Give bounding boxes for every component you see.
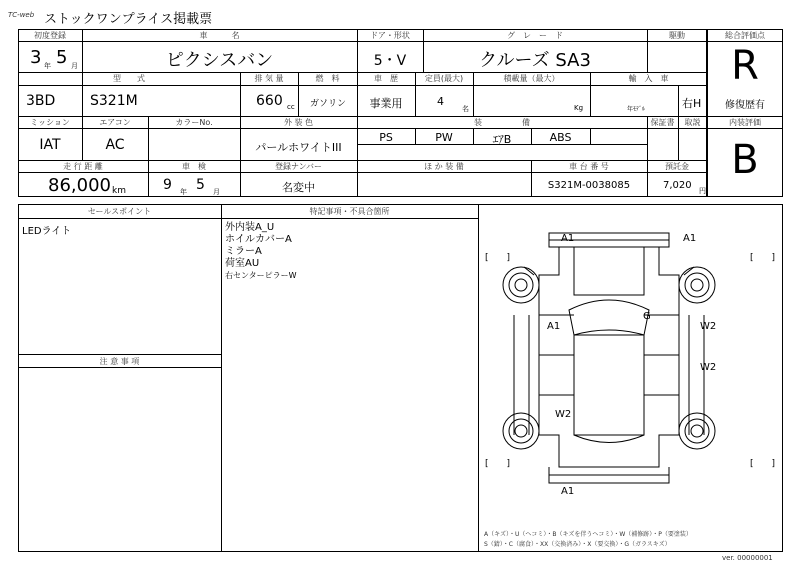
mark-a1-rear: A1	[561, 486, 575, 497]
mark-a1-front-right: A1	[683, 233, 697, 244]
exterior-color-value: パールホワイトIII	[255, 141, 342, 154]
equip-abs: ABS	[549, 131, 572, 144]
legend-line-2: S（錆）・C（腐食）・XX（交換済み）・X（要交換）・G（ガラスキズ）	[484, 541, 671, 548]
reg-year: 3	[30, 47, 42, 68]
mark-g-windshield: G	[643, 311, 651, 322]
equip-airbag: ｴｱB	[492, 133, 512, 146]
model-value: S321M	[90, 93, 138, 109]
inspection-label: 車 検	[182, 162, 206, 171]
import-model: 年ﾓﾃﾞﾙ	[627, 106, 646, 113]
deposit-label: 預託金	[665, 162, 689, 171]
other-equipment-label: ほ か 装 備	[424, 162, 464, 171]
load-label: 積載量（最大）	[503, 74, 560, 83]
interior-grade: B	[731, 137, 759, 183]
note-item: 荷室AU	[225, 258, 260, 269]
car-name-label: 車 名	[199, 31, 240, 40]
history-value: 事業用	[369, 97, 403, 110]
caution-label: 注 意 事 項	[99, 357, 140, 366]
reg-month: 5	[56, 47, 68, 68]
insp-month: 5	[196, 177, 205, 193]
note-item: 外内装A_U	[225, 222, 275, 233]
mileage-value: 86,000	[48, 175, 111, 196]
version-label: ver. 00000001	[722, 554, 773, 562]
equipment-label: 装 備	[474, 118, 530, 127]
first-reg-label: 初度登録	[34, 31, 66, 40]
warranty-label: 保証書	[650, 118, 675, 127]
model-label: 型 式	[113, 74, 145, 83]
mark-w2-right-center: W2	[700, 362, 717, 373]
total-eval-label: 総合評価点	[725, 31, 765, 40]
reg-year-unit: 年	[44, 62, 51, 70]
fuel-label: 燃 料	[315, 74, 340, 83]
logo: TC-web	[8, 11, 35, 19]
mark-a1-left: A1	[547, 321, 561, 332]
note-item: ホイルカバーA	[225, 234, 292, 245]
mileage-unit: km	[112, 186, 126, 196]
history-label: 車 歴	[374, 74, 398, 83]
reg-number-value: 名変中	[282, 181, 315, 194]
mark-a1-front-left: A1	[561, 233, 575, 244]
note-item: 右センターピラーW	[225, 271, 297, 280]
mission-label: ミッション	[30, 118, 70, 127]
interior-eval-label: 内装評価	[729, 118, 761, 127]
capacity-value: 4	[437, 95, 444, 108]
bracket-front-left: [ ]	[485, 253, 511, 263]
mission-value: IAT	[39, 137, 61, 153]
bracket-front-right: [ ]	[750, 253, 776, 263]
insp-year: 9	[163, 177, 172, 193]
drive-label: 駆動	[669, 31, 685, 40]
notes-title-label: 特記事項・不具合箇所	[309, 207, 390, 216]
aircon-value: AC	[105, 137, 125, 153]
model-prefix: 3BD	[26, 93, 56, 109]
displacement-label: 排 気 量	[254, 74, 284, 83]
equip-ps: PS	[379, 131, 393, 144]
insp-month-unit: 月	[213, 188, 220, 196]
exterior-color-label: 外 装 色	[283, 118, 314, 127]
bracket-rear-left: [ ]	[485, 459, 511, 469]
sales-point-text: LEDライト	[22, 226, 72, 237]
grade-value: クルーズ SA3	[479, 50, 591, 71]
car-damage-diagram	[479, 205, 782, 532]
equip-pw: PW	[435, 131, 453, 144]
capacity-unit: 名	[462, 105, 469, 113]
mark-w2-left-rear: W2	[555, 409, 572, 420]
car-name-value: ピクシスバン	[165, 50, 274, 71]
deposit-value: 7,020	[663, 180, 692, 191]
door-value: 5・V	[373, 53, 407, 69]
note-item: ミラーA	[225, 246, 262, 257]
manual-label: 取説	[684, 118, 701, 127]
reg-month-unit: 月	[71, 62, 78, 70]
displacement-unit: cc	[287, 103, 295, 111]
notes-list	[225, 222, 297, 282]
chassis-no-label: 車 台 番 号	[569, 162, 609, 171]
fuel-value: ガソリン	[310, 99, 347, 109]
chassis-no-value: S321M-0038085	[547, 180, 631, 191]
color-no-label: カラーNo.	[175, 118, 213, 127]
handle-value: 右H	[682, 97, 702, 110]
mileage-label: 走 行 距 離	[63, 162, 103, 171]
displacement-value: 660	[256, 93, 283, 109]
reg-number-label: 登録ナンバー	[274, 162, 323, 171]
aircon-label: エアコン	[99, 118, 131, 127]
grade-label: グ レ ー ド	[507, 31, 563, 40]
legend-line-1: A（キズ）・U（ヘコミ）・B（キズを伴うヘコミ）・W（補修跡）・P（要塗装）	[484, 531, 692, 538]
mark-w2-right-front: W2	[700, 321, 717, 332]
sales-point-label: セールスポイント	[87, 207, 152, 216]
capacity-label: 定員(最大)	[424, 74, 464, 83]
load-unit: Kg	[574, 104, 584, 112]
total-grade: R	[731, 43, 759, 89]
page-title: ストックワンプライス掲載票	[44, 12, 213, 27]
import-label: 輸 入 車	[628, 74, 669, 83]
bracket-rear-right: [ ]	[750, 459, 776, 469]
insp-year-unit: 年	[180, 188, 187, 196]
door-shape-label: ドア・形状	[370, 31, 410, 40]
total-grade-note: 修復歴有	[725, 100, 765, 111]
deposit-unit: 円	[699, 187, 706, 195]
